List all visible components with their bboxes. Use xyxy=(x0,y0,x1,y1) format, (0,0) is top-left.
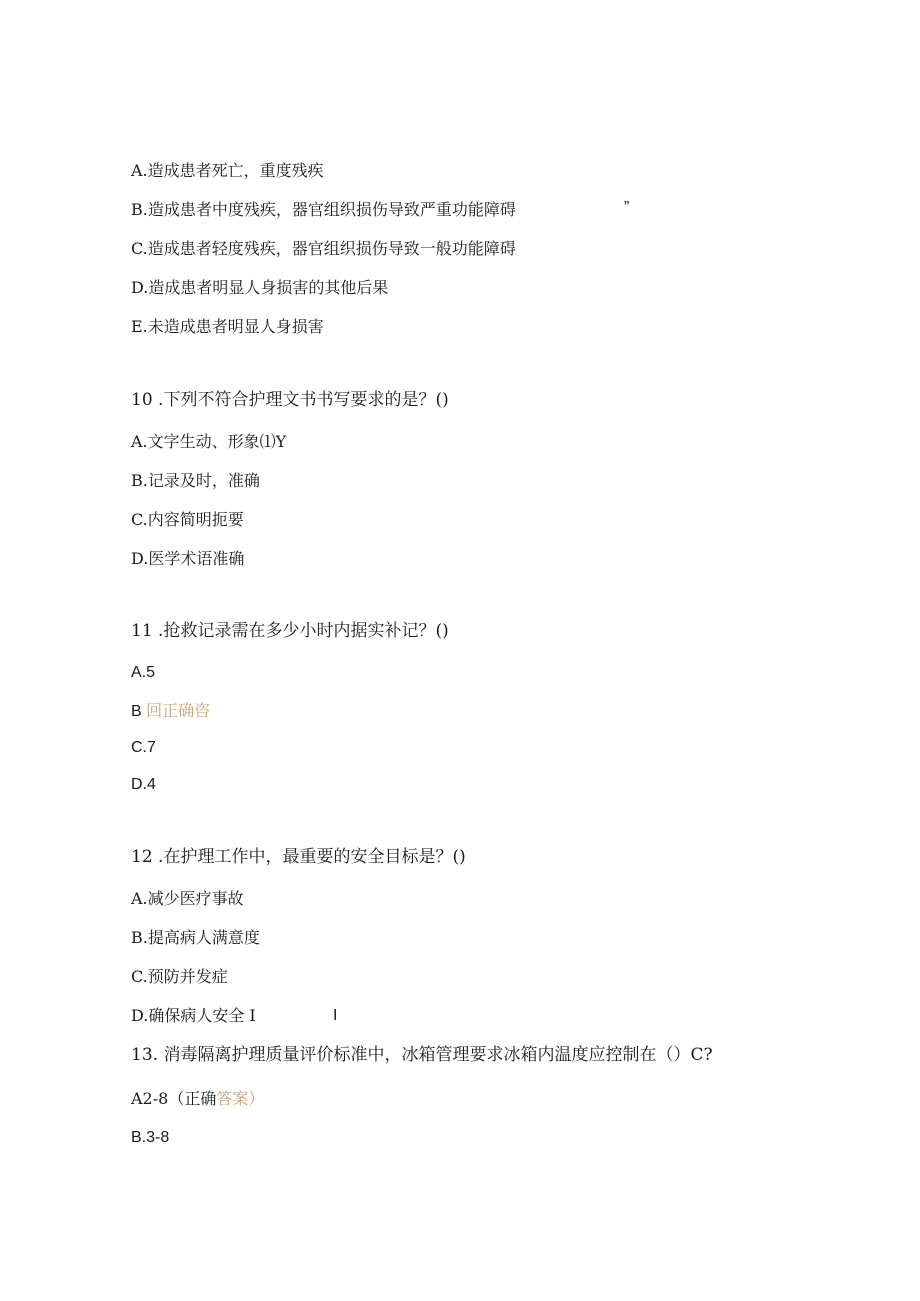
option-c: C.造成患者轻度残疾，器官组织损伤导致一般功能障碍 xyxy=(131,239,516,258)
q10-option-a: A.文字生动、形象⑴Y xyxy=(131,432,287,451)
q11-option-d: D.4 xyxy=(131,776,156,793)
question-11-title: 11 .抢救记录需在多少小时内据实补记？() xyxy=(131,621,449,641)
q13-answer-highlight: 答案） xyxy=(216,1089,265,1108)
q10-option-b: B.记录及时，准确 xyxy=(131,471,260,490)
q11-option-b-prefix: B xyxy=(131,703,147,720)
q13-option-a-prefix: A2-8（正确 xyxy=(131,1089,217,1108)
q11-option-b xyxy=(131,701,210,722)
q10-option-c: C.内容简明扼要 xyxy=(131,510,244,529)
stray-bar-mark: I xyxy=(333,1007,338,1024)
q13-option-b: B.3-8 xyxy=(131,1129,170,1146)
q12-option-b: B.提高病人满意度 xyxy=(131,928,260,947)
q12-option-c: C.预防并发症 xyxy=(131,967,228,986)
q10-option-d: D.医学术语准确 xyxy=(131,549,245,568)
question-10-title: 10 .下列不符合护理文书书写要求的是？() xyxy=(131,390,449,410)
q12-option-d: D.确保病人安全 I xyxy=(131,1006,256,1025)
q11-option-a: A.5 xyxy=(131,664,156,681)
option-a: A.造成患者死亡，重度残疾 xyxy=(131,161,324,180)
question-12-title: 12 .在护理工作中，最重要的安全目标是？() xyxy=(131,847,466,867)
option-d: D.造成患者明显人身损害的其他后果 xyxy=(131,278,389,297)
question-13-title: 13. 消毒隔离护理质量评价标准中，冰箱管理要求冰箱内温度应控制在（）C? xyxy=(131,1045,713,1065)
q11-answer-highlight: 回正确咨 xyxy=(146,701,211,720)
option-e: E.未造成患者明显人身损害 xyxy=(131,317,324,336)
q13-option-a xyxy=(131,1089,264,1109)
option-b: B.造成患者中度残疾，器官组织损伤导致严重功能障碍 xyxy=(131,200,516,219)
stray-quote-mark: ” xyxy=(624,199,630,216)
q12-option-a: A.减少医疗事故 xyxy=(131,889,244,908)
q11-option-c: C.7 xyxy=(131,739,156,756)
